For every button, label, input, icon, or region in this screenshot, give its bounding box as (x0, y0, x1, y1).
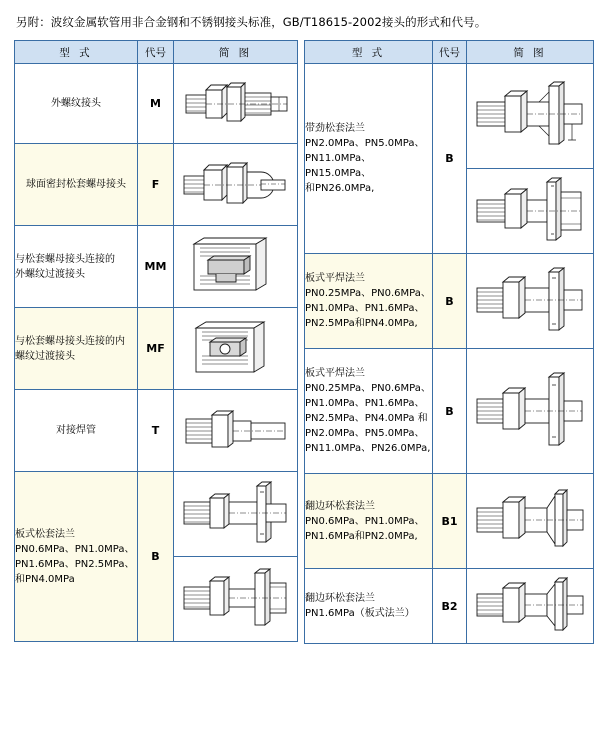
butt-weld-pipe-icon (174, 401, 297, 461)
code-cell: B (433, 64, 467, 254)
table-row (15, 390, 298, 472)
figure-cell-ribbed-lap-joint-flange-b (467, 169, 594, 254)
header-type: 型 式 (15, 41, 138, 64)
figure-cell-plate-lap-joint-flange (174, 472, 298, 642)
figure-cell-plate-slip-on-flange (467, 254, 594, 349)
code-cell: B (433, 254, 467, 349)
header-figure: 简 图 (174, 41, 298, 64)
figure-cell-male-thread-adapter (174, 226, 298, 308)
table-row (305, 64, 594, 169)
code-cell: B1 (433, 474, 467, 569)
figure-cell-flared-ring-lap-flange (467, 474, 594, 569)
type-cell: 球面密封松套螺母接头 (15, 144, 138, 226)
type-cell: 翻边环松套法兰 PN0.6MPa、PN1.0MPa、 PN1.6MPa和PN2.0MPa, (305, 474, 433, 569)
right-spec-table (304, 40, 594, 644)
code-cell: B (433, 349, 467, 474)
plate-slip-on-flange-icon (467, 258, 593, 344)
type-cell: 板式平焊法兰 PN0.25MPa、PN0.6MPa、 PN1.0MPa、PN1.6MPa、 PN2.5MPa和PN4.0MPa, (305, 254, 433, 349)
header-code: 代号 (433, 41, 467, 64)
type-cell: 对接焊管 (15, 390, 138, 472)
figure-cell-threaded-male-connector (174, 64, 298, 144)
table-row (15, 226, 298, 308)
type-cell: 翻边环松套法兰 PN1.6MPa（板式法兰） (305, 569, 433, 644)
spherical-seal-union-nut-icon (174, 154, 297, 216)
code-cell: B (138, 472, 174, 642)
female-thread-adapter-icon (174, 316, 297, 382)
code-cell: MF (138, 308, 174, 390)
header-type: 型 式 (305, 41, 433, 64)
table-row (15, 64, 298, 144)
table-header-row (15, 41, 298, 64)
code-cell: M (138, 64, 174, 144)
flared-ring-lap-flange-plate-icon (467, 572, 593, 640)
table-row (15, 308, 298, 390)
plate-lap-joint-flange-figure-top (174, 472, 297, 557)
type-cell: 外螺纹接头 (15, 64, 138, 144)
table-row (15, 144, 298, 226)
figure-cell-female-thread-adapter (174, 308, 298, 390)
code-cell: F (138, 144, 174, 226)
figure-cell-spherical-seal-union-nut (174, 144, 298, 226)
header-code: 代号 (138, 41, 174, 64)
tables-container (14, 40, 586, 644)
figure-cell-butt-weld-pipe (174, 390, 298, 472)
table-row (15, 472, 298, 642)
figure-cell-flared-ring-lap-flange-plate (467, 569, 594, 644)
threaded-male-connector-icon (174, 73, 297, 135)
table-row (305, 349, 594, 474)
code-cell: T (138, 390, 174, 472)
code-cell: B2 (433, 569, 467, 644)
flared-ring-lap-flange-icon (467, 478, 593, 564)
table-header-row (305, 41, 594, 64)
table-row (305, 474, 594, 569)
figure-cell-plate-slip-on-flange-2 (467, 349, 594, 474)
male-thread-adapter-icon (174, 234, 297, 300)
table-row (305, 569, 594, 644)
type-cell: 与松套螺母接头连接的 外螺纹过渡接头 (15, 226, 138, 308)
type-cell: 带劲松套法兰 PN2.0MPa、PN5.0MPa、 PN11.0MPa、PN15.0MPa、 和PN26.0MPa, (305, 64, 433, 254)
ribbed-lap-joint-flange-icon (467, 68, 593, 164)
plate-slip-on-flange-2-icon (467, 355, 593, 467)
code-cell: MM (138, 226, 174, 308)
type-cell: 板式松套法兰 PN0.6MPa、PN1.0MPa、 PN1.6MPa、PN2.5MPa、 和PN4.0MPa (15, 472, 138, 642)
header-figure: 简 图 (467, 41, 594, 64)
left-spec-table (14, 40, 298, 642)
figure-cell-ribbed-lap-joint-flange-a (467, 64, 594, 169)
page-title: 另附：波纹金属软管用非合金钢和不锈钢接头标准，GB/T18615-2002接头的形式和代号。 (16, 15, 487, 29)
ribbed-lap-joint-flange-icon-2 (467, 172, 593, 250)
plate-lap-joint-flange-figure-bottom (174, 557, 297, 641)
type-cell: 板式平焊法兰 PN0.25MPa、PN0.6MPa、 PN1.0MPa、PN1.6MPa、 PN2.5MPa、PN4.0MPa 和 PN2.0MPa、PN5.0MPa、 PN11.0MPa、PN26.0MPa, (305, 349, 433, 474)
table-row (305, 254, 594, 349)
type-cell: 与松套螺母接头连接的内 螺纹过渡接头 (15, 308, 138, 390)
